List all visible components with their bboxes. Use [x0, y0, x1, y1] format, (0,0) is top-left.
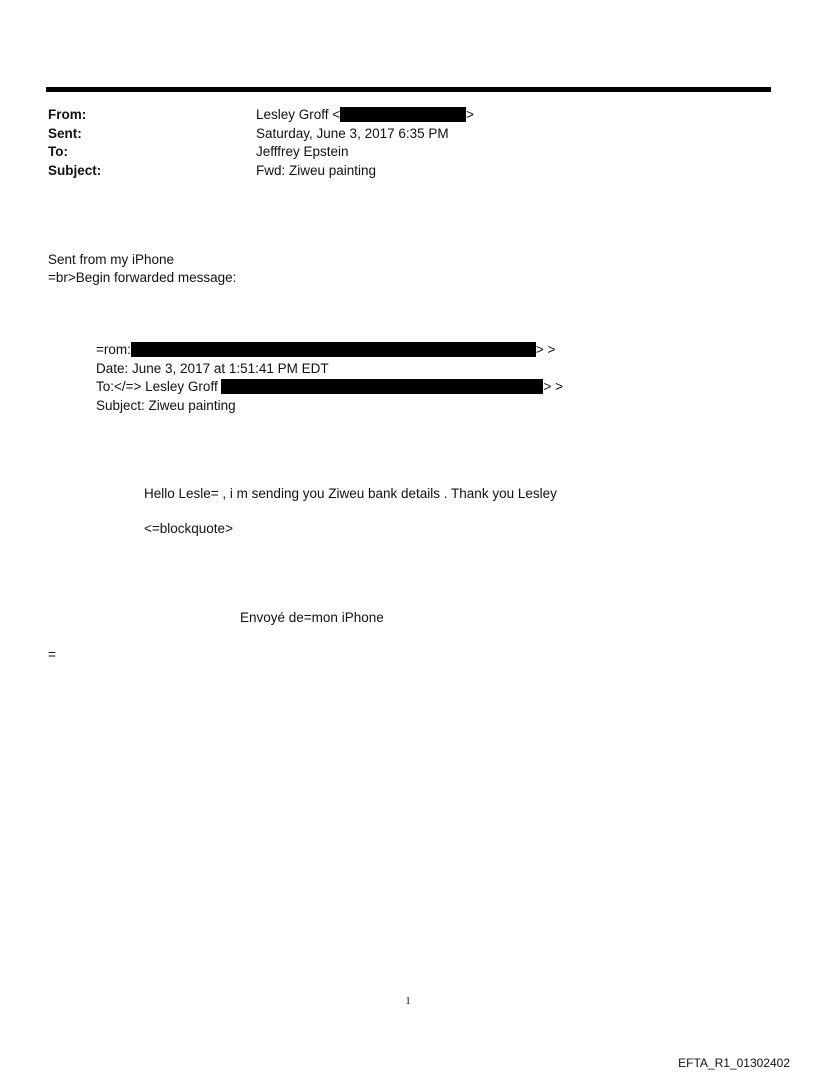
fwd-to-row: [96, 378, 563, 397]
to-label: To:: [48, 144, 68, 159]
to-value: Jefffrey Epstein: [256, 144, 349, 159]
subject-row: [48, 162, 474, 181]
from-close: >: [466, 107, 475, 122]
redaction-box: [131, 342, 536, 357]
sent-value: Saturday, June 3, 2017 6:35 PM: [256, 125, 449, 141]
bates-number: EFTA_R1_01302402: [678, 1056, 790, 1070]
subject-value: Fwd: Ziweu painting: [256, 162, 377, 178]
fwd-from-close: > >: [535, 342, 556, 357]
subject-label: Subject:: [48, 162, 102, 178]
fwd-to-label: To:</=> Lesley Groff: [96, 379, 218, 394]
fwd-subject: Subject: Ziweu painting: [96, 397, 236, 413]
from-row: [48, 106, 474, 125]
redaction-box: [340, 107, 466, 122]
to-row: [48, 143, 474, 162]
sent-from-iphone: Sent from my iPhone: [48, 252, 175, 267]
sent-label: Sent:: [48, 125, 82, 141]
redaction-box: [221, 379, 543, 394]
forwarded-header: [96, 341, 563, 415]
blockquote-marker: <=blockquote>: [144, 521, 233, 536]
message-text: Hello Lesle= , i m sending you Ziweu bank details . Thank you Lesley: [144, 486, 557, 501]
sent-row: [48, 125, 474, 144]
from-name: Lesley Groff <: [256, 107, 341, 122]
begin-forwarded-message: =br>Begin forwarded message:: [48, 270, 237, 285]
fwd-to-close: > >: [543, 379, 563, 394]
from-value: [256, 106, 474, 125]
from-label: From:: [48, 107, 87, 122]
email-header: [48, 106, 474, 180]
signature-text: Envoyé de=mon iPhone: [240, 610, 384, 625]
fwd-date: Date: June 3, 2017 at 1:51:41 PM EDT: [96, 360, 329, 376]
fwd-from-row: [96, 341, 563, 360]
fwd-from-label: =rom:: [96, 342, 131, 357]
page-number: 1: [405, 995, 411, 1007]
trailer-mark: =: [48, 647, 56, 662]
header-rule: [46, 87, 771, 92]
